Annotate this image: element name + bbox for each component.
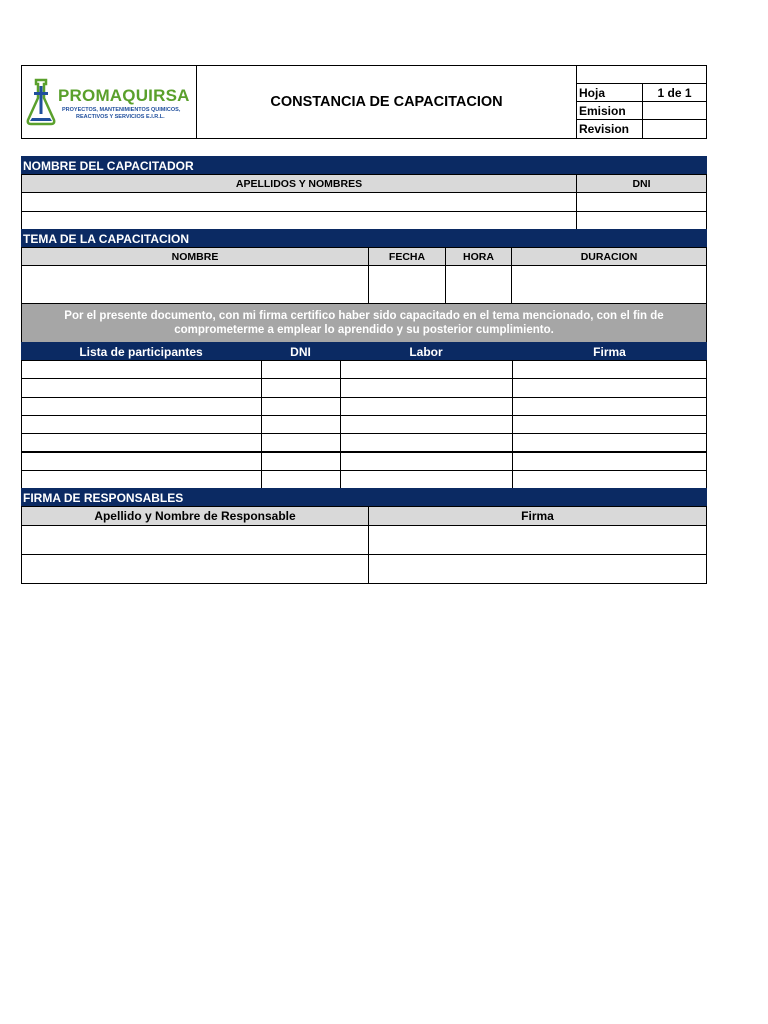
company-logo: [24, 76, 194, 126]
responsable-signature-field[interactable]: [368, 554, 707, 584]
capacitador-name-field[interactable]: [21, 192, 577, 212]
participant-dni-cell[interactable]: [261, 415, 341, 434]
meta-value-hoja: 1 de 1: [642, 83, 707, 102]
responsable-signature-field[interactable]: [368, 525, 707, 555]
participant-name-cell[interactable]: [21, 378, 262, 397]
participant-name-cell[interactable]: [21, 433, 262, 452]
meta-label-hoja: Hoja: [576, 83, 643, 102]
participant-signature-cell[interactable]: [512, 452, 707, 471]
participant-labor-cell[interactable]: [340, 378, 513, 397]
col-nombre-responsable: Apellido y Nombre de Responsable: [21, 506, 369, 526]
col-fecha: FECHA: [368, 247, 446, 266]
participant-labor-cell[interactable]: [340, 470, 513, 489]
col-lista-participantes: Lista de participantes: [21, 342, 261, 361]
tema-hora-field[interactable]: [445, 265, 512, 304]
participant-name-cell[interactable]: [21, 360, 262, 379]
statement-line-1: Por el presente documento, con mi firma certifico haber sido capacitado en el tema mencionado, con el fin de: [64, 310, 664, 322]
participant-dni-cell[interactable]: [261, 360, 341, 379]
participant-dni-cell[interactable]: [261, 397, 341, 416]
col-firma-participantes: Firma: [512, 342, 707, 361]
section-capacitador: NOMBRE DEL CAPACITADOR: [21, 156, 707, 175]
participant-signature-cell[interactable]: [512, 470, 707, 489]
logo-tagline-1: PROYECTOS, MANTENIMIENTOS QUIMICOS,: [62, 107, 181, 113]
certification-statement: [21, 303, 707, 343]
participant-labor-cell[interactable]: [340, 452, 513, 471]
col-dni-capacitador: DNI: [576, 174, 707, 193]
participant-name-cell[interactable]: [21, 415, 262, 434]
tema-nombre-field[interactable]: [21, 265, 369, 304]
flask-icon: [24, 78, 58, 126]
participant-labor-cell[interactable]: [340, 415, 513, 434]
participant-dni-cell[interactable]: [261, 378, 341, 397]
participant-dni-cell[interactable]: [261, 470, 341, 489]
meta-top-cell: [576, 65, 707, 84]
responsable-name-field[interactable]: [21, 525, 369, 555]
participant-name-cell[interactable]: [21, 470, 262, 489]
logo-name: PROMAQUIRSA: [58, 86, 190, 105]
document-title: CONSTANCIA DE CAPACITACION: [196, 65, 577, 139]
participant-dni-cell[interactable]: [261, 433, 341, 452]
responsable-name-field[interactable]: [21, 554, 369, 584]
col-dni-participantes: DNI: [261, 342, 340, 361]
capacitador-dni-field[interactable]: [576, 211, 707, 230]
participant-signature-cell[interactable]: [512, 415, 707, 434]
tema-duracion-field[interactable]: [511, 265, 707, 304]
participant-name-cell[interactable]: [21, 397, 262, 416]
capacitador-dni-field[interactable]: [576, 192, 707, 212]
meta-value-revision[interactable]: [642, 119, 707, 139]
participant-labor-cell[interactable]: [340, 397, 513, 416]
col-firma-responsable: Firma: [368, 506, 707, 526]
participant-labor-cell[interactable]: [340, 360, 513, 379]
meta-label-revision: Revision: [576, 119, 643, 139]
col-nombre-tema: NOMBRE: [21, 247, 369, 266]
participant-signature-cell[interactable]: [512, 360, 707, 379]
meta-label-emision: Emision: [576, 101, 643, 120]
col-labor: Labor: [340, 342, 512, 361]
capacitador-name-field[interactable]: [21, 211, 577, 230]
statement-line-2: comprometerme a emplear lo aprendido y su posterior cumplimiento.: [174, 324, 554, 336]
participant-name-cell[interactable]: [21, 452, 262, 471]
col-hora: HORA: [445, 247, 512, 266]
section-responsables: FIRMA DE RESPONSABLES: [21, 488, 707, 507]
participant-signature-cell[interactable]: [512, 433, 707, 452]
participant-signature-cell[interactable]: [512, 397, 707, 416]
col-apellidos-nombres: APELLIDOS Y NOMBRES: [21, 174, 577, 193]
participant-dni-cell[interactable]: [261, 452, 341, 471]
tema-fecha-field[interactable]: [368, 265, 446, 304]
section-tema: TEMA DE LA CAPACITACION: [21, 229, 707, 248]
participant-signature-cell[interactable]: [512, 378, 707, 397]
meta-value-emision[interactable]: [642, 101, 707, 120]
participant-labor-cell[interactable]: [340, 433, 513, 452]
logo-tagline-2: REACTIVOS Y SERVICIOS E.I.R.L.: [76, 114, 165, 120]
col-duracion: DURACION: [511, 247, 707, 266]
